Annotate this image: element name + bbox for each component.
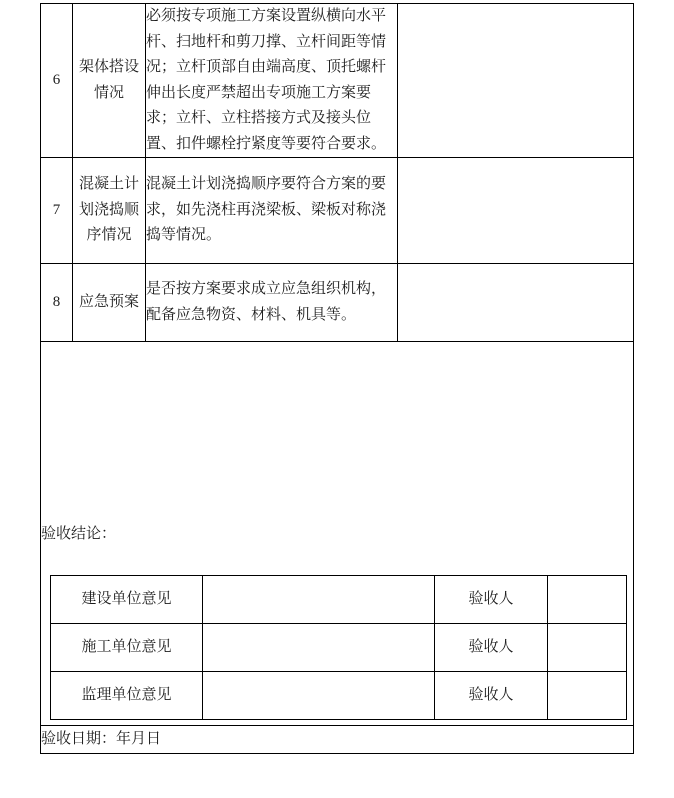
opinion-label-cell: 监理单位意见	[51, 672, 203, 720]
row-number-cell: 7	[41, 158, 73, 264]
inspection-table	[40, 3, 634, 754]
opinion-content-cell[interactable]	[203, 576, 435, 624]
opinion-label-cell: 施工单位意见	[51, 624, 203, 672]
table-row	[41, 4, 634, 158]
acceptor-label-cell: 验收人	[435, 576, 548, 624]
opinions-table	[50, 575, 627, 720]
table-row	[41, 264, 634, 342]
item-name-cell: 架体搭设情况	[73, 4, 146, 158]
item-desc-cell: 是否按方案要求成立应急组织机构，配备应急物资、材料、机具等。	[146, 264, 398, 342]
table-row	[41, 158, 634, 264]
row-number-cell: 6	[41, 4, 73, 158]
item-desc-cell: 必须按专项施工方案设置纵横向水平杆、扫地杆和剪刀撑、立杆间距等情况；立杆顶部自由端高度、顶托螺杆伸出长度严禁超出专项施工方案要求；立杆、立柱搭接方式及接头位置、扣件螺栓拧紧度等要符合要求。	[146, 4, 398, 158]
opinion-row	[51, 672, 627, 720]
table-row	[41, 726, 634, 754]
acceptor-signature-cell[interactable]	[548, 624, 627, 672]
acceptance-date-cell[interactable]: 验收日期：年月日	[41, 726, 634, 754]
acceptor-signature-cell[interactable]	[548, 672, 627, 720]
result-cell[interactable]	[398, 264, 634, 342]
conclusion-cell[interactable]	[41, 342, 634, 726]
row-number-cell: 8	[41, 264, 73, 342]
item-name-cell: 应急预案	[73, 264, 146, 342]
item-name-cell: 混凝土计划浇捣顺序情况	[73, 158, 146, 264]
result-cell[interactable]	[398, 4, 634, 158]
opinion-row	[51, 624, 627, 672]
table-row	[41, 342, 634, 726]
acceptor-signature-cell[interactable]	[548, 576, 627, 624]
opinion-content-cell[interactable]	[203, 672, 435, 720]
opinion-content-cell[interactable]	[203, 624, 435, 672]
result-cell[interactable]	[398, 158, 634, 264]
opinion-label-cell: 建设单位意见	[51, 576, 203, 624]
item-desc-cell: 混凝土计划浇捣顺序要符合方案的要求，如先浇柱再浇梁板、梁板对称浇捣等情况。	[146, 158, 398, 264]
acceptor-label-cell: 验收人	[435, 672, 548, 720]
opinion-row	[51, 576, 627, 624]
conclusion-label: 验收结论：	[41, 525, 117, 542]
acceptor-label-cell: 验收人	[435, 624, 548, 672]
